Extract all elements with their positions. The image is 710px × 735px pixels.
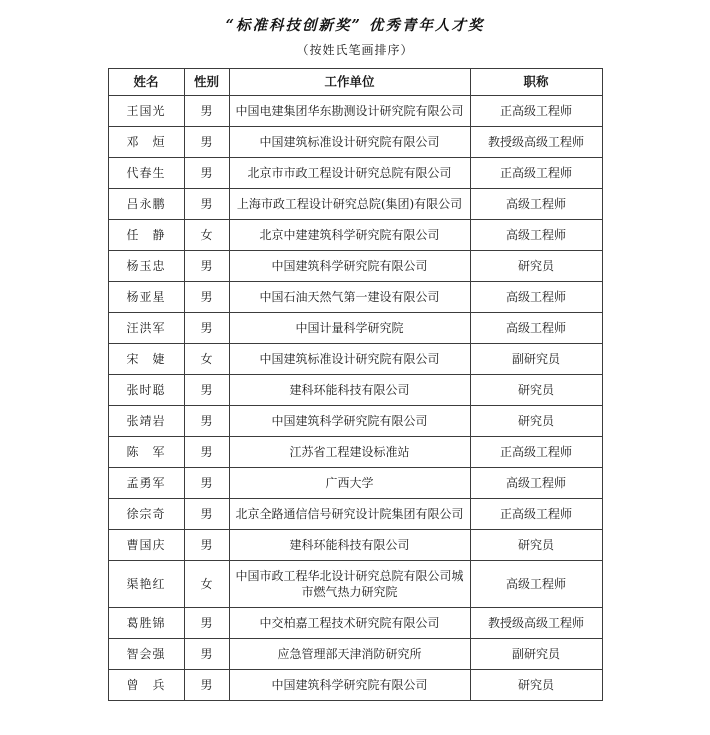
column-header-gender: 性别	[184, 68, 229, 95]
table-row	[108, 343, 602, 374]
cell-gender: 男	[184, 95, 229, 126]
page-title: “标准科技创新奖” 优秀青年人才奖	[225, 17, 485, 34]
table-row	[108, 250, 602, 281]
cell-gender: 男	[184, 467, 229, 498]
cell-organization: 广西大学	[229, 467, 470, 498]
cell-job-title: 正高级工程师	[470, 498, 602, 529]
cell-organization: 中国建筑科学研究院有限公司	[229, 405, 470, 436]
cell-job-title: 副研究员	[470, 343, 602, 374]
cell-gender: 男	[184, 638, 229, 669]
cell-name: 张时聪	[108, 374, 184, 405]
table-row	[108, 405, 602, 436]
table-row	[108, 669, 602, 700]
cell-name: 任 静	[108, 219, 184, 250]
table-row	[108, 126, 602, 157]
cell-name: 渠艳红	[108, 560, 184, 607]
cell-name: 代春生	[108, 157, 184, 188]
column-header-organization: 工作单位	[229, 68, 470, 95]
cell-organization: 中国石油天然气第一建设有限公司	[229, 281, 470, 312]
table-header-row	[108, 68, 602, 95]
cell-organization: 中国建筑标准设计研究院有限公司	[229, 126, 470, 157]
cell-name: 葛胜锦	[108, 607, 184, 638]
cell-gender: 女	[184, 343, 229, 374]
cell-gender: 男	[184, 188, 229, 219]
cell-name: 杨亚星	[108, 281, 184, 312]
cell-organization: 上海市政工程设计研究总院(集团)有限公司	[229, 188, 470, 219]
table-row	[108, 607, 602, 638]
cell-organization: 北京中建建筑科学研究院有限公司	[229, 219, 470, 250]
cell-name: 邓 烜	[108, 126, 184, 157]
table-row	[108, 95, 602, 126]
cell-organization: 建科环能科技有限公司	[229, 374, 470, 405]
cell-job-title: 高级工程师	[470, 560, 602, 607]
cell-name: 徐宗奇	[108, 498, 184, 529]
cell-organization: 中交柏嘉工程技术研究院有限公司	[229, 607, 470, 638]
column-header-job-title: 职称	[470, 68, 602, 95]
page-subtitle: （按姓氏笔画排序）	[296, 42, 414, 57]
cell-job-title: 正高级工程师	[470, 157, 602, 188]
table-row	[108, 157, 602, 188]
cell-name: 陈 军	[108, 436, 184, 467]
table-row	[108, 188, 602, 219]
table-body	[108, 95, 602, 700]
cell-organization: 中国建筑标准设计研究院有限公司	[229, 343, 470, 374]
cell-job-title: 高级工程师	[470, 467, 602, 498]
cell-job-title: 研究员	[470, 405, 602, 436]
cell-gender: 男	[184, 529, 229, 560]
cell-organization: 应急管理部天津消防研究所	[229, 638, 470, 669]
cell-name: 曹国庆	[108, 529, 184, 560]
cell-job-title: 研究员	[470, 374, 602, 405]
cell-organization: 中国建筑科学研究院有限公司	[229, 669, 470, 700]
table-row	[108, 374, 602, 405]
cell-name: 张靖岩	[108, 405, 184, 436]
cell-name: 王国光	[108, 95, 184, 126]
cell-gender: 男	[184, 374, 229, 405]
cell-organization: 江苏省工程建设标准站	[229, 436, 470, 467]
cell-gender: 男	[184, 436, 229, 467]
cell-organization: 中国计量科学研究院	[229, 312, 470, 343]
cell-gender: 女	[184, 219, 229, 250]
table-row	[108, 281, 602, 312]
table-row	[108, 560, 602, 607]
cell-organization: 中国建筑科学研究院有限公司	[229, 250, 470, 281]
cell-job-title: 研究员	[470, 529, 602, 560]
cell-organization: 中国市政工程华北设计研究总院有限公司城市燃气热力研究院	[229, 560, 470, 607]
table-row	[108, 467, 602, 498]
cell-gender: 男	[184, 669, 229, 700]
cell-gender: 男	[184, 126, 229, 157]
table-row	[108, 312, 602, 343]
cell-gender: 男	[184, 312, 229, 343]
cell-job-title: 高级工程师	[470, 281, 602, 312]
cell-name: 宋 婕	[108, 343, 184, 374]
cell-job-title: 教授级高级工程师	[470, 607, 602, 638]
cell-gender: 男	[184, 607, 229, 638]
cell-gender: 男	[184, 250, 229, 281]
cell-organization: 北京全路通信信号研究设计院集团有限公司	[229, 498, 470, 529]
awardees-table	[108, 68, 603, 701]
cell-job-title: 高级工程师	[470, 219, 602, 250]
cell-name: 汪洪军	[108, 312, 184, 343]
cell-job-title: 高级工程师	[470, 312, 602, 343]
cell-name: 智会强	[108, 638, 184, 669]
cell-organization: 建科环能科技有限公司	[229, 529, 470, 560]
cell-gender: 女	[184, 560, 229, 607]
table-row	[108, 498, 602, 529]
cell-job-title: 正高级工程师	[470, 436, 602, 467]
cell-job-title: 研究员	[470, 250, 602, 281]
cell-name: 孟勇军	[108, 467, 184, 498]
cell-gender: 男	[184, 281, 229, 312]
cell-organization: 中国电建集团华东勘测设计研究院有限公司	[229, 95, 470, 126]
cell-organization: 北京市市政工程设计研究总院有限公司	[229, 157, 470, 188]
cell-job-title: 高级工程师	[470, 188, 602, 219]
table-row	[108, 219, 602, 250]
table-row	[108, 638, 602, 669]
cell-job-title: 教授级高级工程师	[470, 126, 602, 157]
table-row	[108, 436, 602, 467]
column-header-name: 姓名	[108, 68, 184, 95]
cell-gender: 男	[184, 157, 229, 188]
cell-job-title: 副研究员	[470, 638, 602, 669]
cell-gender: 男	[184, 498, 229, 529]
table-row	[108, 529, 602, 560]
cell-gender: 男	[184, 405, 229, 436]
cell-name: 杨玉忠	[108, 250, 184, 281]
cell-name: 曾 兵	[108, 669, 184, 700]
cell-job-title: 研究员	[470, 669, 602, 700]
cell-job-title: 正高级工程师	[470, 95, 602, 126]
cell-name: 吕永鹏	[108, 188, 184, 219]
